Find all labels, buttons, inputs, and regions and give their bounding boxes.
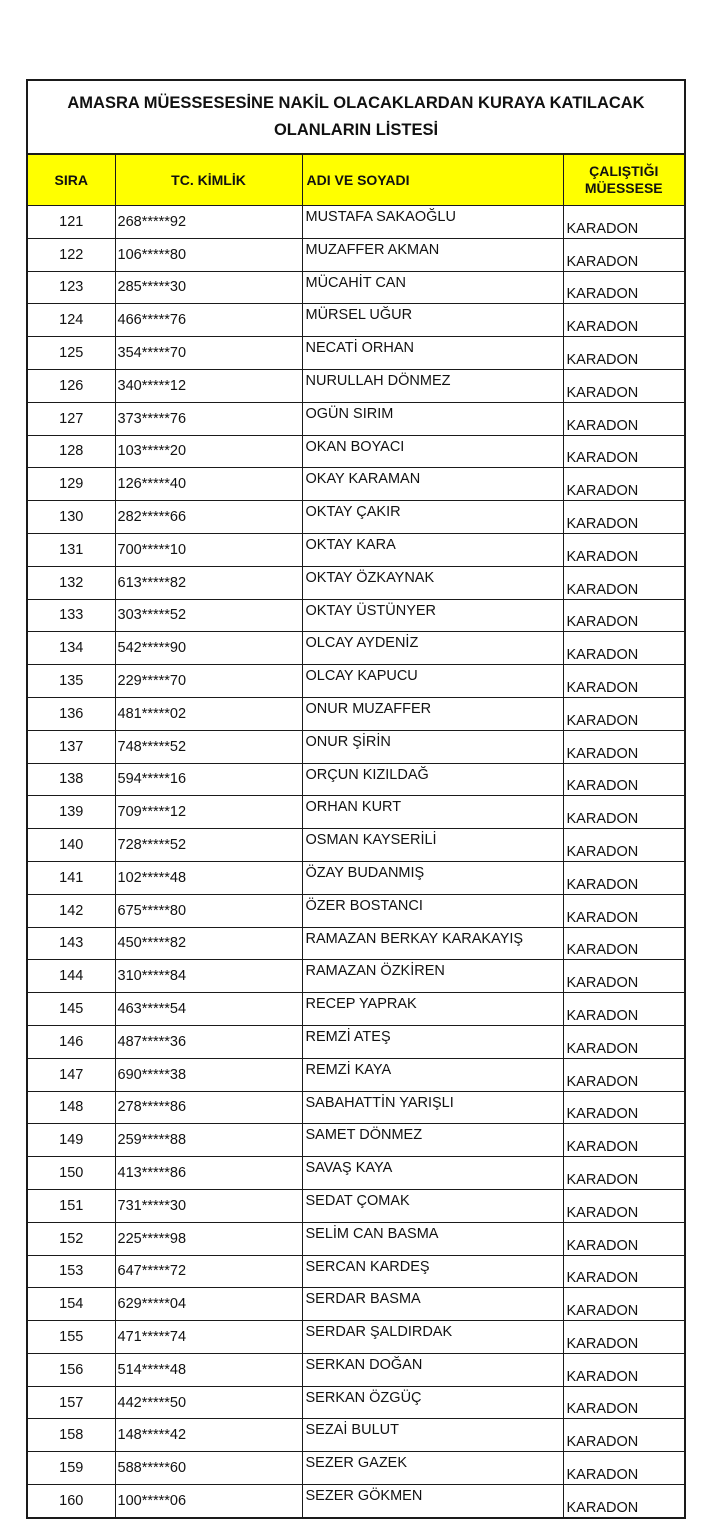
cell-muessese: KARADON (563, 1386, 684, 1419)
table-row (28, 632, 684, 665)
cell-sira: 135 (28, 665, 115, 698)
cell-sira: 152 (28, 1222, 115, 1255)
cell-tc-kimlik: 126*****40 (115, 468, 302, 501)
cell-tc-kimlik: 103*****20 (115, 435, 302, 468)
cell-adi-soyadi: ONUR ŞİRİN (302, 730, 563, 763)
cell-adi-soyadi: RAMAZAN ÖZKİREN (302, 960, 563, 993)
table-row (28, 1485, 684, 1517)
cell-sira: 124 (28, 304, 115, 337)
cell-sira: 138 (28, 763, 115, 796)
table-row (28, 271, 684, 304)
table-row (28, 796, 684, 829)
cell-adi-soyadi: ORHAN KURT (302, 796, 563, 829)
cell-muessese: KARADON (563, 337, 684, 370)
cell-tc-kimlik: 613*****82 (115, 566, 302, 599)
table-row (28, 960, 684, 993)
table-row (28, 238, 684, 271)
table-row (28, 1419, 684, 1452)
cell-adi-soyadi: SERKAN ÖZGÜÇ (302, 1386, 563, 1419)
cell-adi-soyadi: SEZAİ BULUT (302, 1419, 563, 1452)
table-row (28, 1288, 684, 1321)
cell-adi-soyadi: SERKAN DOĞAN (302, 1353, 563, 1386)
cell-muessese: KARADON (563, 632, 684, 665)
cell-adi-soyadi: REMZİ KAYA (302, 1058, 563, 1091)
table-row (28, 1124, 684, 1157)
table-row (28, 665, 684, 698)
table-row (28, 1157, 684, 1190)
cell-adi-soyadi: OKTAY ÇAKIR (302, 501, 563, 534)
cell-tc-kimlik: 471*****74 (115, 1321, 302, 1354)
cell-tc-kimlik: 354*****70 (115, 337, 302, 370)
cell-tc-kimlik: 466*****76 (115, 304, 302, 337)
cell-sira: 125 (28, 337, 115, 370)
table-row (28, 894, 684, 927)
cell-adi-soyadi: SELİM CAN BASMA (302, 1222, 563, 1255)
cell-adi-soyadi: MUZAFFER AKMAN (302, 238, 563, 271)
cell-muessese: KARADON (563, 304, 684, 337)
cell-adi-soyadi: MÜRSEL UĞUR (302, 304, 563, 337)
table-row (28, 1222, 684, 1255)
table-row (28, 468, 684, 501)
cell-adi-soyadi: NURULLAH DÖNMEZ (302, 369, 563, 402)
cell-sira: 159 (28, 1452, 115, 1485)
cell-tc-kimlik: 594*****16 (115, 763, 302, 796)
cell-sira: 129 (28, 468, 115, 501)
table-row (28, 435, 684, 468)
cell-muessese: KARADON (563, 206, 684, 239)
cell-adi-soyadi: MÜCAHİT CAN (302, 271, 563, 304)
cell-tc-kimlik: 588*****60 (115, 1452, 302, 1485)
cell-muessese: KARADON (563, 796, 684, 829)
cell-muessese: KARADON (563, 763, 684, 796)
table-row (28, 337, 684, 370)
table-row (28, 533, 684, 566)
cell-sira: 137 (28, 730, 115, 763)
cell-sira: 141 (28, 861, 115, 894)
cell-tc-kimlik: 463*****54 (115, 993, 302, 1026)
cell-sira: 128 (28, 435, 115, 468)
cell-tc-kimlik: 102*****48 (115, 861, 302, 894)
cell-adi-soyadi: OKTAY ÜSTÜNYER (302, 599, 563, 632)
cell-tc-kimlik: 487*****36 (115, 1025, 302, 1058)
cell-muessese: KARADON (563, 566, 684, 599)
cell-muessese: KARADON (563, 501, 684, 534)
cell-muessese: KARADON (563, 730, 684, 763)
cell-sira: 144 (28, 960, 115, 993)
cell-tc-kimlik: 709*****12 (115, 796, 302, 829)
cell-adi-soyadi: OSMAN KAYSERİLİ (302, 829, 563, 862)
cell-adi-soyadi: NECATİ ORHAN (302, 337, 563, 370)
table-row (28, 1321, 684, 1354)
cell-tc-kimlik: 514*****48 (115, 1353, 302, 1386)
cell-sira: 145 (28, 993, 115, 1026)
cell-sira: 147 (28, 1058, 115, 1091)
cell-tc-kimlik: 106*****80 (115, 238, 302, 271)
cell-tc-kimlik: 229*****70 (115, 665, 302, 698)
cell-sira: 157 (28, 1386, 115, 1419)
table-row (28, 861, 684, 894)
cell-tc-kimlik: 728*****52 (115, 829, 302, 862)
table-row (28, 599, 684, 632)
table-row (28, 829, 684, 862)
header-calistigi-muessese (563, 155, 684, 206)
cell-muessese: KARADON (563, 1189, 684, 1222)
cell-tc-kimlik: 259*****88 (115, 1124, 302, 1157)
cell-sira: 140 (28, 829, 115, 862)
cell-sira: 150 (28, 1157, 115, 1190)
cell-adi-soyadi: ORÇUN KIZILDAĞ (302, 763, 563, 796)
cell-muessese: KARADON (563, 435, 684, 468)
cell-tc-kimlik: 675*****80 (115, 894, 302, 927)
table-row (28, 697, 684, 730)
cell-adi-soyadi: RAMAZAN BERKAY KARAKAYIŞ (302, 927, 563, 960)
table-row (28, 206, 684, 239)
title-line-1: AMASRA MÜESSESESİNE NAKİL OLACAKLARDAN KURAYA KATILACAK (67, 94, 645, 112)
cell-muessese: KARADON (563, 369, 684, 402)
cell-muessese: KARADON (563, 894, 684, 927)
cell-tc-kimlik: 303*****52 (115, 599, 302, 632)
cell-tc-kimlik: 542*****90 (115, 632, 302, 665)
cell-muessese: KARADON (563, 271, 684, 304)
cell-adi-soyadi: ÖZAY BUDANMIŞ (302, 861, 563, 894)
cell-muessese: KARADON (563, 927, 684, 960)
cell-tc-kimlik: 748*****52 (115, 730, 302, 763)
cell-sira: 154 (28, 1288, 115, 1321)
cell-muessese: KARADON (563, 1124, 684, 1157)
cell-muessese: KARADON (563, 468, 684, 501)
cell-adi-soyadi: OKAN BOYACI (302, 435, 563, 468)
cell-tc-kimlik: 690*****38 (115, 1058, 302, 1091)
document-title (28, 81, 684, 155)
cell-adi-soyadi: OKAY KARAMAN (302, 468, 563, 501)
cell-muessese: KARADON (563, 1255, 684, 1288)
table-row (28, 566, 684, 599)
cell-tc-kimlik: 225*****98 (115, 1222, 302, 1255)
cell-muessese: KARADON (563, 1321, 684, 1354)
cell-muessese: KARADON (563, 1157, 684, 1190)
cell-sira: 127 (28, 402, 115, 435)
cell-sira: 143 (28, 927, 115, 960)
cell-muessese: KARADON (563, 1222, 684, 1255)
cell-sira: 151 (28, 1189, 115, 1222)
personnel-table (28, 155, 684, 1517)
cell-sira: 160 (28, 1485, 115, 1517)
cell-sira: 158 (28, 1419, 115, 1452)
cell-muessese: KARADON (563, 993, 684, 1026)
cell-adi-soyadi: SERDAR BASMA (302, 1288, 563, 1321)
cell-muessese: KARADON (563, 1288, 684, 1321)
cell-tc-kimlik: 700*****10 (115, 533, 302, 566)
cell-adi-soyadi: ONUR MUZAFFER (302, 697, 563, 730)
cell-sira: 123 (28, 271, 115, 304)
cell-tc-kimlik: 268*****92 (115, 206, 302, 239)
table-row (28, 927, 684, 960)
cell-tc-kimlik: 413*****86 (115, 1157, 302, 1190)
cell-sira: 142 (28, 894, 115, 927)
cell-sira: 136 (28, 697, 115, 730)
cell-adi-soyadi: SERDAR ŞALDIRDAK (302, 1321, 563, 1354)
cell-tc-kimlik: 340*****12 (115, 369, 302, 402)
cell-adi-soyadi: ÖZER BOSTANCI (302, 894, 563, 927)
cell-adi-soyadi: OLCAY AYDENİZ (302, 632, 563, 665)
cell-sira: 149 (28, 1124, 115, 1157)
cell-muessese: KARADON (563, 1091, 684, 1124)
header-work-line-2: MÜESSESE (584, 180, 663, 196)
table-row (28, 1255, 684, 1288)
cell-tc-kimlik: 450*****82 (115, 927, 302, 960)
cell-adi-soyadi: SERCAN KARDEŞ (302, 1255, 563, 1288)
table-row (28, 1058, 684, 1091)
header-sira: SIRA (28, 155, 115, 206)
cell-adi-soyadi: SEZER GAZEK (302, 1452, 563, 1485)
cell-muessese: KARADON (563, 861, 684, 894)
table-row (28, 763, 684, 796)
cell-adi-soyadi: SABAHATTİN YARIŞLI (302, 1091, 563, 1124)
cell-muessese: KARADON (563, 1485, 684, 1517)
table-row (28, 1189, 684, 1222)
cell-muessese: KARADON (563, 1058, 684, 1091)
cell-tc-kimlik: 310*****84 (115, 960, 302, 993)
cell-adi-soyadi: OLCAY KAPUCU (302, 665, 563, 698)
cell-adi-soyadi: REMZİ ATEŞ (302, 1025, 563, 1058)
table-row (28, 730, 684, 763)
cell-muessese: KARADON (563, 402, 684, 435)
cell-sira: 130 (28, 501, 115, 534)
header-adi-soyadi: ADI VE SOYADI (302, 155, 563, 206)
cell-muessese: KARADON (563, 1452, 684, 1485)
cell-adi-soyadi: OKTAY ÖZKAYNAK (302, 566, 563, 599)
cell-sira: 139 (28, 796, 115, 829)
cell-tc-kimlik: 278*****86 (115, 1091, 302, 1124)
table-row (28, 1452, 684, 1485)
cell-sira: 134 (28, 632, 115, 665)
cell-adi-soyadi: OGÜN SIRIM (302, 402, 563, 435)
cell-sira: 156 (28, 1353, 115, 1386)
table-row (28, 1025, 684, 1058)
cell-adi-soyadi: RECEP YAPRAK (302, 993, 563, 1026)
cell-muessese: KARADON (563, 1025, 684, 1058)
cell-adi-soyadi: SEDAT ÇOMAK (302, 1189, 563, 1222)
cell-adi-soyadi: MUSTAFA SAKAOĞLU (302, 206, 563, 239)
cell-muessese: KARADON (563, 960, 684, 993)
table-row (28, 993, 684, 1026)
cell-muessese: KARADON (563, 829, 684, 862)
table-row (28, 1386, 684, 1419)
cell-muessese: KARADON (563, 665, 684, 698)
cell-adi-soyadi: SAVAŞ KAYA (302, 1157, 563, 1190)
cell-tc-kimlik: 148*****42 (115, 1419, 302, 1452)
table-row (28, 1091, 684, 1124)
cell-tc-kimlik: 373*****76 (115, 402, 302, 435)
cell-sira: 122 (28, 238, 115, 271)
title-line-2: OLANLARIN LİSTESİ (273, 121, 439, 139)
table-row (28, 304, 684, 337)
cell-sira: 132 (28, 566, 115, 599)
cell-muessese: KARADON (563, 599, 684, 632)
cell-adi-soyadi: SAMET DÖNMEZ (302, 1124, 563, 1157)
cell-muessese: KARADON (563, 697, 684, 730)
table-row (28, 402, 684, 435)
cell-sira: 131 (28, 533, 115, 566)
cell-tc-kimlik: 282*****66 (115, 501, 302, 534)
cell-sira: 126 (28, 369, 115, 402)
document-sheet (26, 79, 686, 1519)
table-row (28, 501, 684, 534)
cell-tc-kimlik: 731*****30 (115, 1189, 302, 1222)
cell-sira: 148 (28, 1091, 115, 1124)
cell-sira: 146 (28, 1025, 115, 1058)
table-header-row (28, 155, 684, 206)
cell-muessese: KARADON (563, 533, 684, 566)
cell-tc-kimlik: 647*****72 (115, 1255, 302, 1288)
cell-sira: 153 (28, 1255, 115, 1288)
cell-adi-soyadi: SEZER GÖKMEN (302, 1485, 563, 1517)
header-work-line-1: ÇALIŞTIĞI (589, 163, 659, 179)
cell-tc-kimlik: 481*****02 (115, 697, 302, 730)
cell-muessese: KARADON (563, 1353, 684, 1386)
cell-sira: 155 (28, 1321, 115, 1354)
cell-muessese: KARADON (563, 238, 684, 271)
cell-sira: 133 (28, 599, 115, 632)
cell-sira: 121 (28, 206, 115, 239)
cell-muessese: KARADON (563, 1419, 684, 1452)
cell-tc-kimlik: 629*****04 (115, 1288, 302, 1321)
cell-tc-kimlik: 442*****50 (115, 1386, 302, 1419)
cell-adi-soyadi: OKTAY KARA (302, 533, 563, 566)
cell-tc-kimlik: 285*****30 (115, 271, 302, 304)
table-row (28, 1353, 684, 1386)
header-tc-kimlik: TC. KİMLİK (115, 155, 302, 206)
cell-tc-kimlik: 100*****06 (115, 1485, 302, 1517)
table-row (28, 369, 684, 402)
